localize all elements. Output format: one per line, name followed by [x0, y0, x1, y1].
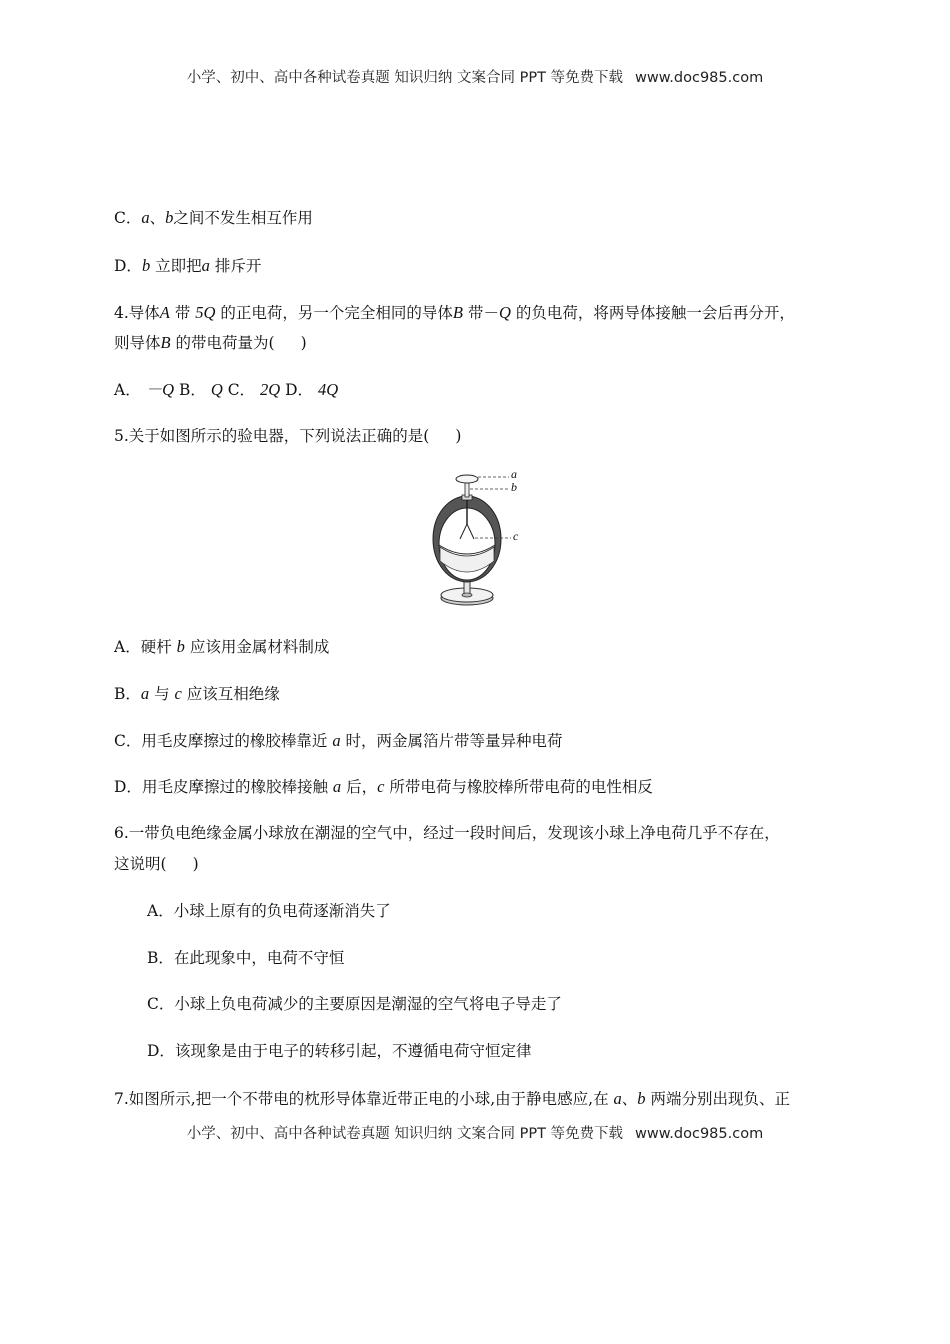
text: 之间不发生相互作用: [173, 209, 313, 227]
variable: a: [201, 256, 210, 275]
figure-label-b: b: [511, 480, 517, 494]
option-d-value: 4Q: [317, 380, 339, 399]
text: 用毛皮摩擦过的橡胶棒靠近: [141, 732, 328, 750]
text: 时，两金属箔片带等量异种电荷: [345, 732, 563, 750]
text: 4.导体: [114, 304, 160, 322]
text: 应该互相绝缘: [186, 685, 280, 703]
footer-banner-text: 小学、初中、高中各种试卷真题 知识归纳 文案合同 PPT 等免费下载: [186, 1126, 624, 1142]
text: 排斥开: [214, 257, 262, 275]
q7-stem: [114, 1089, 790, 1109]
variable: a: [332, 777, 342, 796]
text: 7.如图所示,把一个不带电的枕形导体靠近带正电的小球,由于静电感应,在: [114, 1090, 609, 1108]
q6-stem-line2: [114, 854, 199, 874]
option-label: B．: [147, 949, 174, 967]
text: 所带电荷与橡胶棒所带电荷的电性相反: [389, 778, 653, 796]
text: 的正电荷，另一个完全相同的导体: [220, 304, 453, 322]
q6-option-a: [147, 901, 391, 921]
header-banner-url: www.doc985.com: [635, 70, 764, 86]
text: 后，: [346, 778, 378, 796]
figure-label-c: c: [513, 529, 519, 543]
variable: Q: [498, 303, 511, 322]
option-text: 小球上原有的负电荷逐渐消失了: [173, 902, 391, 920]
electroscope-figure: [410, 465, 550, 615]
q6-option-b: [147, 948, 344, 968]
text: 这说明(: [114, 855, 167, 873]
text: ): [455, 427, 462, 445]
variable: a: [141, 208, 150, 227]
option-text: 在此现象中，电荷不守恒: [173, 949, 345, 967]
q5-option-d: [114, 777, 653, 797]
text: 、: [621, 1090, 638, 1108]
q5-option-a: [114, 637, 329, 657]
footer-banner: [0, 1122, 950, 1143]
option-d-label: D．: [285, 381, 314, 399]
text: 硬杆: [140, 638, 172, 656]
variable: b: [637, 1089, 646, 1108]
variable: a: [140, 684, 150, 703]
option-label: A．: [114, 638, 141, 656]
q6-option-c: [147, 994, 562, 1014]
text: 的负电荷，将两导体接触一会后再分开，: [515, 304, 795, 322]
variable: c: [174, 684, 182, 703]
option-a-value: －Q: [145, 380, 175, 399]
text: 6.一带负电绝缘金属小球放在潮湿的空气中，经过一段时间后，发现该小球上净电荷几乎不存在，: [114, 824, 780, 842]
q5-option-c: [114, 731, 563, 751]
q6-stem-line1: [114, 823, 780, 843]
text: 两端分别出现负、正: [650, 1090, 790, 1108]
option-label: D．: [114, 778, 142, 796]
variable: b: [165, 208, 174, 227]
variable: B: [160, 333, 171, 352]
variable: A: [159, 303, 170, 322]
variable: b: [176, 637, 185, 656]
option-label: A．: [147, 902, 174, 920]
text: 带: [174, 304, 191, 322]
option-label: D．: [147, 1042, 175, 1060]
text: ): [192, 855, 199, 873]
footer-banner-url: www.doc985.com: [635, 1126, 764, 1142]
q6-option-d: [147, 1041, 531, 1061]
figure-label-a: a: [511, 467, 517, 481]
q5-option-b: [114, 684, 280, 704]
variable: a: [332, 731, 341, 750]
text: 立即把: [155, 257, 202, 275]
q5-stem: [114, 426, 461, 446]
variable: b: [141, 256, 151, 275]
text: 5.关于如图所示的验电器，下列说法正确的是(: [114, 427, 430, 445]
q4-stem-line1: [114, 303, 795, 323]
variable: B: [452, 303, 463, 322]
option-label: C．: [114, 732, 142, 750]
q3-option-c: [114, 208, 313, 228]
option-label: B．: [114, 685, 141, 703]
text: 带－: [467, 304, 499, 322]
variable: 5Q: [195, 303, 216, 322]
option-label: D．: [114, 257, 142, 275]
option-c-label: C．: [227, 381, 256, 399]
electroscope-icon: [410, 465, 550, 615]
option-c-value: 2Q: [260, 380, 281, 399]
option-label: C．: [147, 995, 175, 1013]
option-label: C．: [114, 209, 142, 227]
option-b-label: B．: [179, 381, 206, 399]
header-banner: [0, 66, 950, 87]
variable: c: [377, 777, 385, 796]
option-text: 小球上负电荷减少的主要原因是潮湿的空气将电子导走了: [174, 995, 562, 1013]
text: ): [300, 334, 307, 352]
q4-stem-line2: [114, 333, 307, 353]
text: 的带电荷量为(: [175, 334, 275, 352]
header-banner-text: 小学、初中、高中各种试卷真题 知识归纳 文案合同 PPT 等免费下载: [186, 70, 624, 86]
text: 用毛皮摩擦过的橡胶棒接触: [141, 778, 328, 796]
text: 与: [154, 685, 170, 703]
option-a-label: A．: [114, 381, 141, 399]
text: 、: [149, 209, 166, 227]
text: 应该用金属材料制成: [189, 638, 330, 656]
text: 则导体: [114, 334, 161, 352]
q3-option-d: [114, 256, 261, 276]
option-b-value: Q: [210, 380, 223, 399]
variable: a: [613, 1089, 622, 1108]
q4-options: [114, 380, 338, 400]
option-text: 该现象是由于电子的转移引起，不遵循电荷守恒定律: [174, 1042, 532, 1060]
